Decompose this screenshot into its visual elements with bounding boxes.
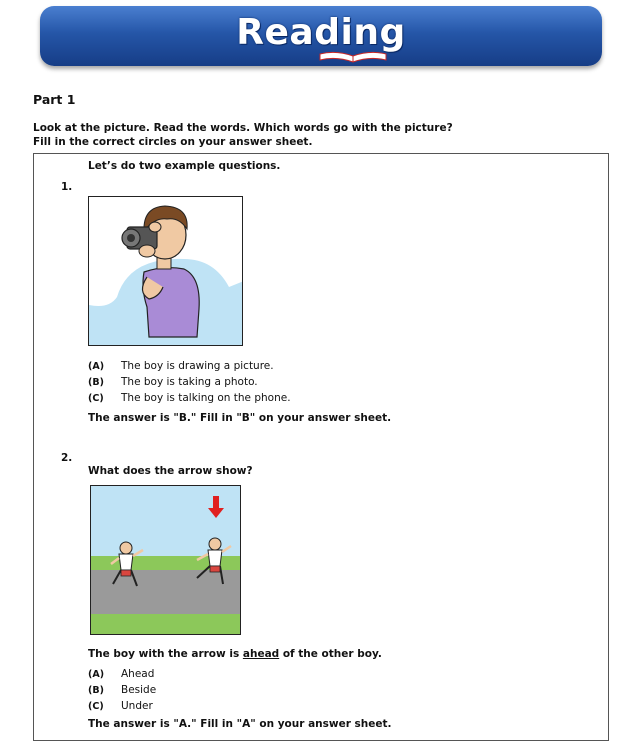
option-letter: (C) bbox=[88, 701, 104, 712]
instructions bbox=[33, 121, 453, 149]
option-text: The boy is taking a photo. bbox=[121, 376, 258, 388]
question-2-answer: The answer is "A." Fill in "A" on your answer sheet. bbox=[88, 718, 392, 730]
instructions-line-2: Fill in the correct circles on your answer sheet. bbox=[33, 136, 313, 148]
option-letter: (A) bbox=[88, 361, 105, 372]
option-letter: (A) bbox=[88, 669, 105, 680]
boy-taking-photo-illustration bbox=[89, 197, 243, 346]
question-2-number: 2. bbox=[61, 452, 73, 464]
sentence-underlined-word: ahead bbox=[242, 648, 280, 660]
option-text: The boy is drawing a picture. bbox=[121, 360, 274, 372]
part-title: Part 1 bbox=[33, 92, 76, 107]
question-2-option-b bbox=[88, 684, 156, 696]
option-letter: (B) bbox=[88, 685, 104, 696]
question-2-option-c bbox=[88, 700, 153, 712]
example-questions-box bbox=[33, 153, 609, 741]
question-2-option-a bbox=[88, 668, 154, 680]
option-text: Beside bbox=[121, 684, 157, 696]
question-2-picture bbox=[90, 485, 241, 635]
instructions-line-1: Look at the picture. Read the words. Which words go with the picture? bbox=[33, 122, 453, 134]
question-2-prompt: What does the arrow show? bbox=[88, 465, 253, 477]
question-2-sentence bbox=[88, 648, 382, 660]
option-text: Under bbox=[121, 700, 153, 712]
question-1-option-a bbox=[88, 360, 274, 372]
boys-running-illustration bbox=[91, 486, 241, 635]
question-1-answer: The answer is "B." Fill in "B" on your answer sheet. bbox=[88, 412, 392, 424]
option-letter: (C) bbox=[88, 393, 104, 404]
question-1-option-b bbox=[88, 376, 258, 388]
question-1-number: 1. bbox=[61, 181, 73, 193]
open-book-icon bbox=[318, 50, 388, 64]
option-letter: (B) bbox=[88, 377, 104, 388]
sentence-after: of the other boy. bbox=[282, 648, 382, 660]
reading-banner bbox=[40, 6, 602, 66]
question-1-picture bbox=[88, 196, 243, 346]
sentence-before: The boy with the arrow is bbox=[88, 648, 240, 660]
question-1-option-c bbox=[88, 392, 291, 404]
banner-title: Reading bbox=[236, 12, 406, 53]
option-text: Ahead bbox=[121, 668, 155, 680]
examples-intro: Let’s do two example questions. bbox=[88, 160, 281, 172]
option-text: The boy is talking on the phone. bbox=[121, 392, 291, 404]
